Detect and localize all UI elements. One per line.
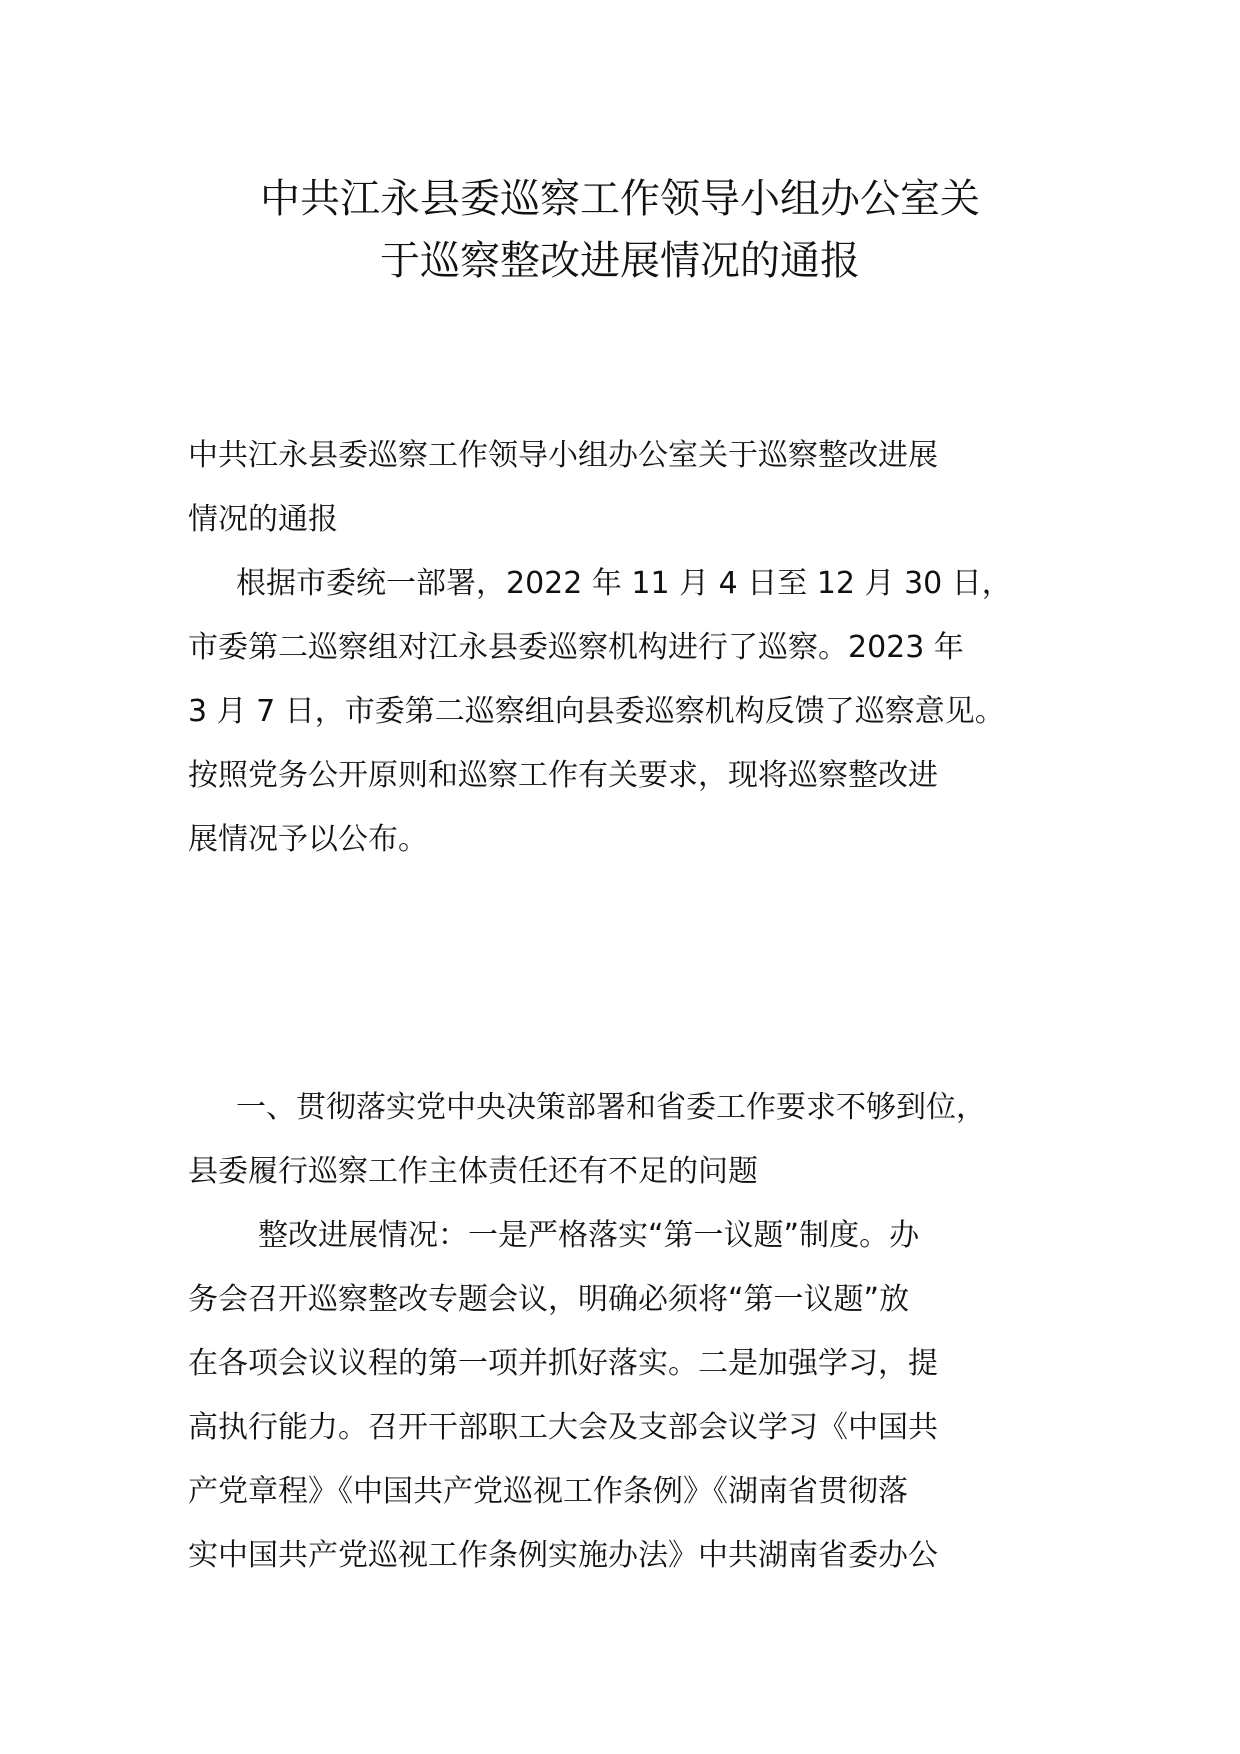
- intro-line-4: 按照党务公开原则和巡察工作有关要求，现将巡察整改进: [188, 758, 938, 793]
- subtitle-line-2: 情况的通报: [188, 502, 338, 537]
- section1-body-line-5: 产党章程》《中国共产党巡视工作条例》《湖南省贯彻落: [188, 1474, 908, 1509]
- title-line-2: 于巡察整改进展情况的通报: [380, 238, 860, 284]
- section1-body-line-1: 整改进展情况：一是严格落实“第一议题”制度。办: [258, 1218, 920, 1253]
- section1-body-line-2: 务会召开巡察整改专题会议，明确必须将“第一议题”放: [188, 1282, 910, 1317]
- section1-body-line-6: 实中国共产党巡视工作条例实施办法》中共湖南省委办公: [188, 1538, 938, 1573]
- intro-line-2: 市委第二巡察组对江永县委巡察机构进行了巡察。2023 年: [188, 630, 964, 665]
- intro-line-1: 根据市委统一部署，2022 年 11 月 4 日至 12 月 30 日，: [236, 566, 1012, 601]
- section1-heading-line-2: 县委履行巡察工作主体责任还有不足的问题: [188, 1154, 758, 1189]
- title-line-1: 中共江永县委巡察工作领导小组办公室关: [260, 176, 980, 222]
- section1-body-line-3: 在各项会议议程的第一项并抓好落实。二是加强学习，提: [188, 1346, 938, 1381]
- section1-body-line-4: 高执行能力。召开干部职工大会及支部会议学习《中国共: [188, 1410, 938, 1445]
- subtitle-line-1: 中共江永县委巡察工作领导小组办公室关于巡察整改进展: [188, 438, 938, 473]
- intro-line-3: 3 月 7 日，市委第二巡察组向县委巡察机构反馈了巡察意见。: [188, 694, 1005, 729]
- document-title: [170, 168, 1070, 292]
- section1-heading-line-1: 一、贯彻落实党中央决策部署和省委工作要求不够到位，: [236, 1090, 986, 1125]
- intro-line-5: 展情况予以公布。: [188, 822, 428, 857]
